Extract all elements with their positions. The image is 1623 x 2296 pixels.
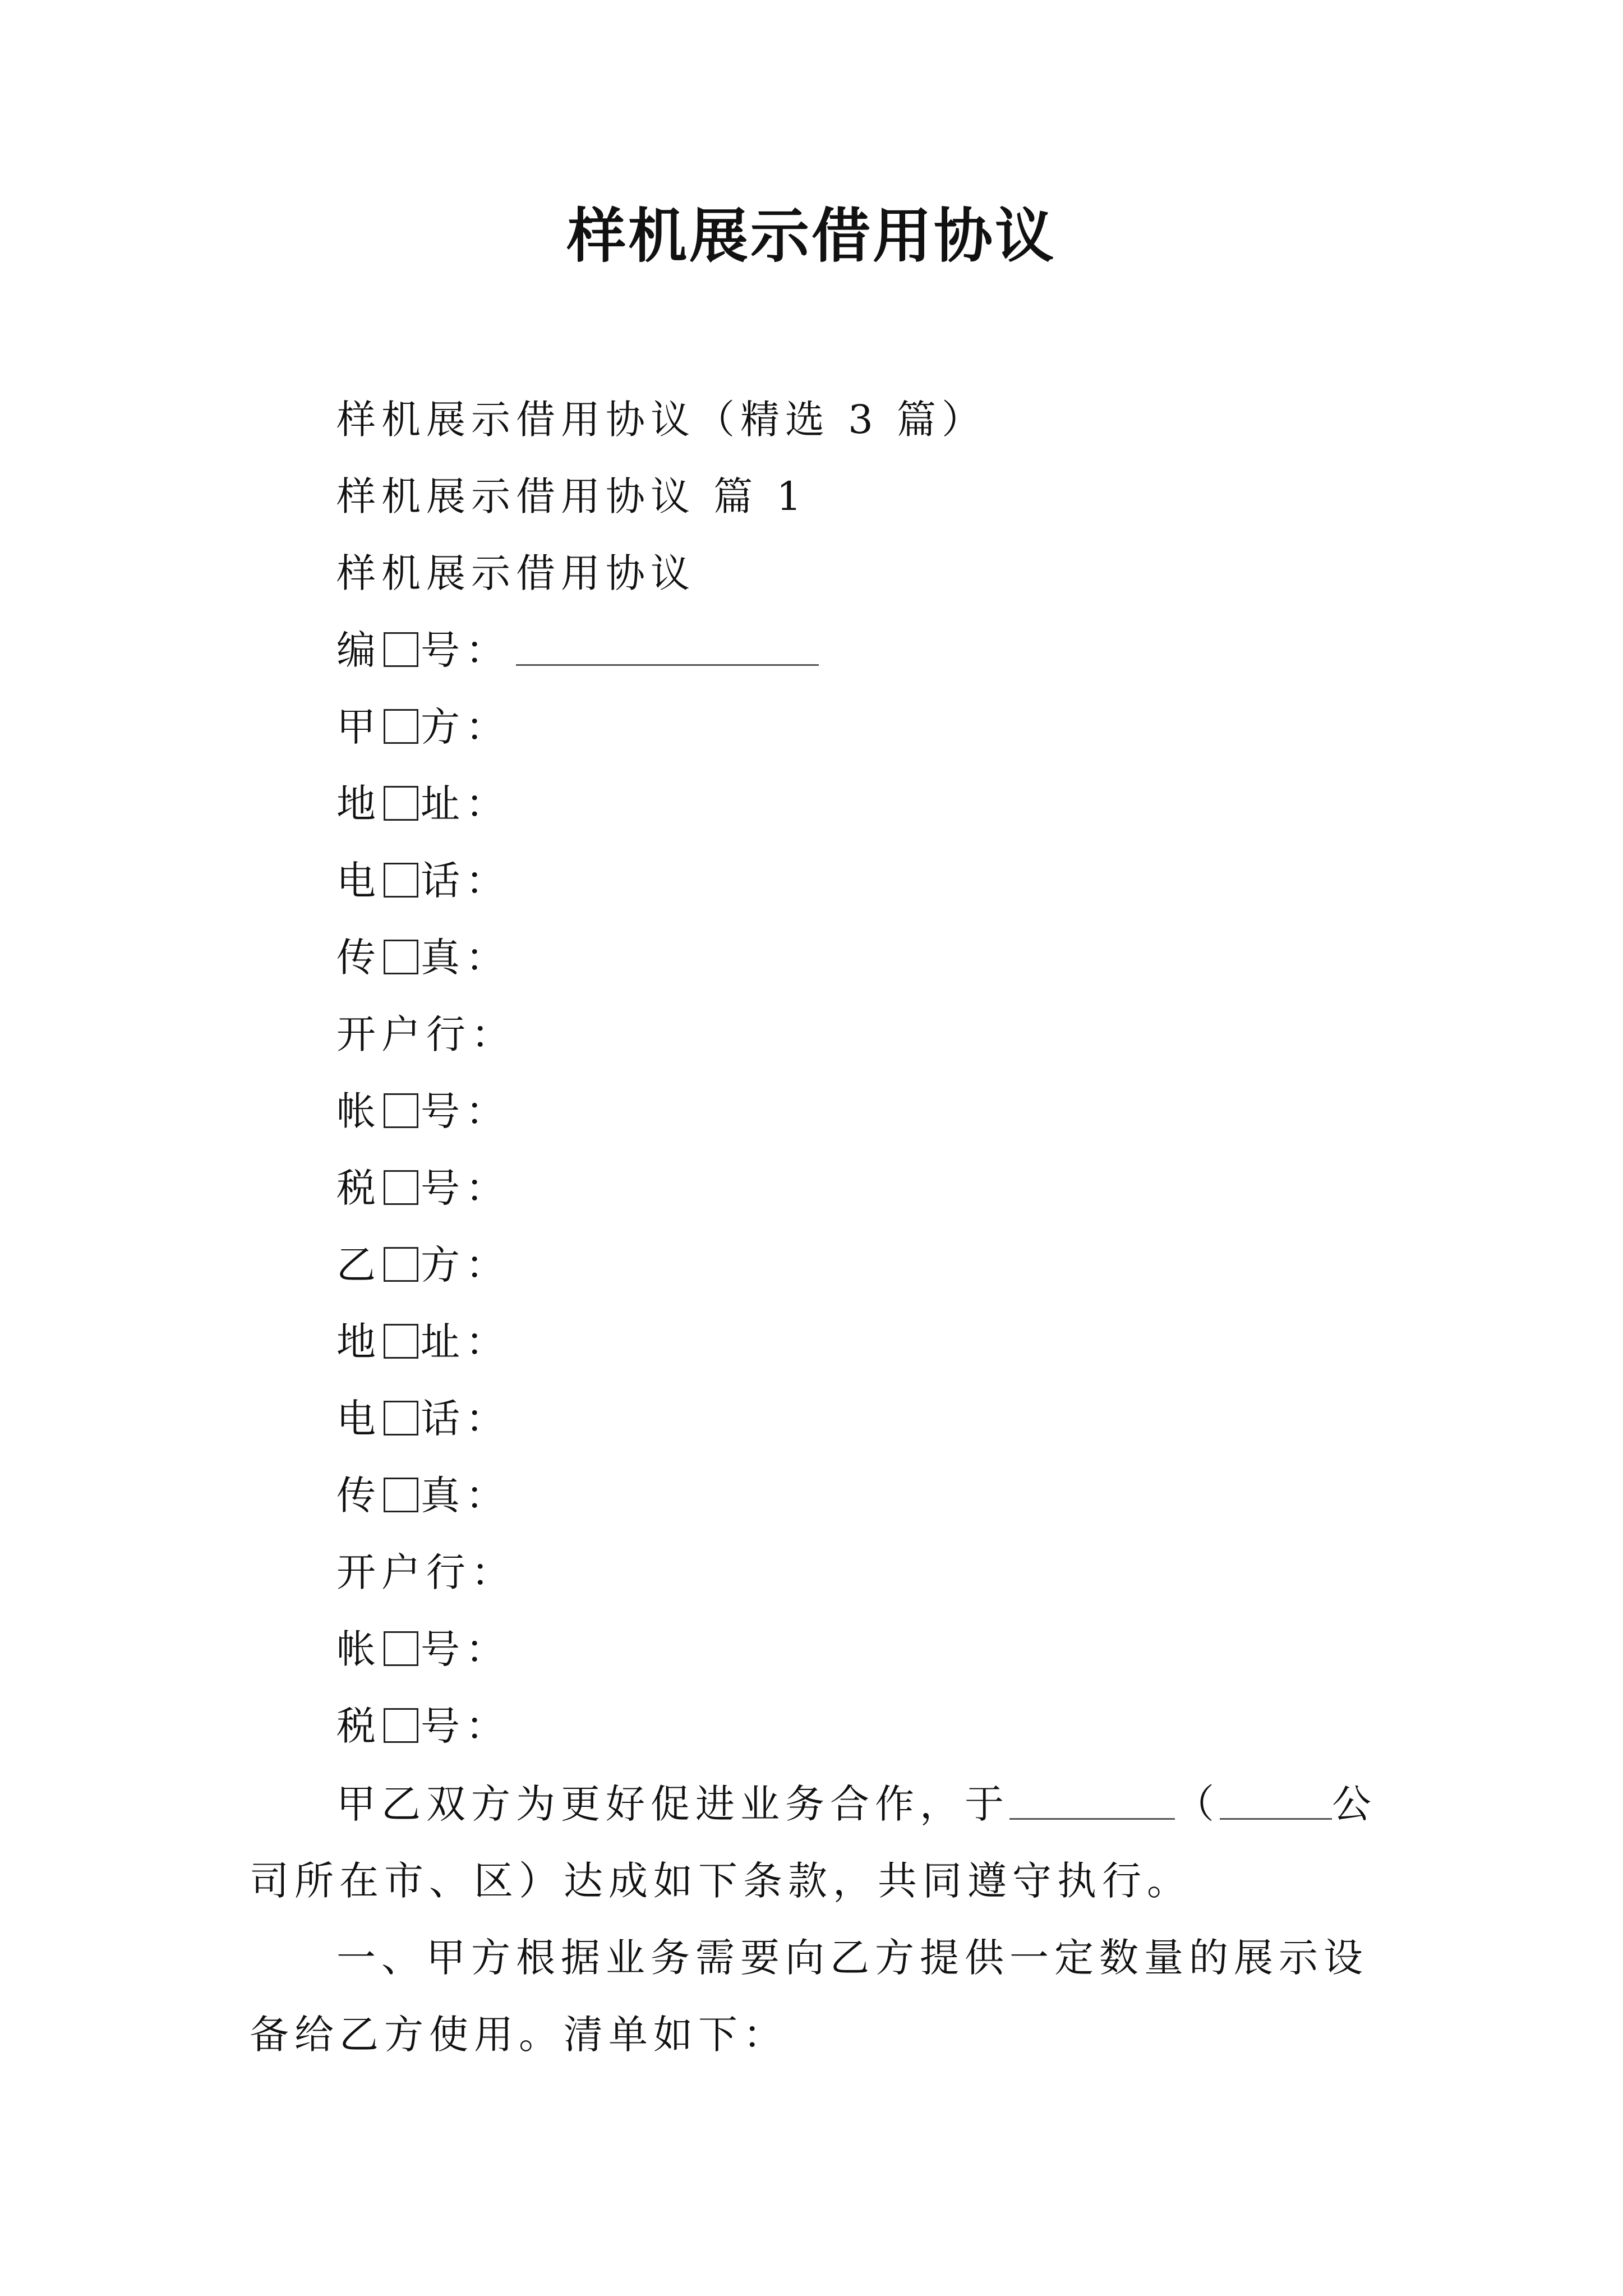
field-label-char: 甲 [336, 704, 381, 750]
field-party-a-phone [336, 843, 1402, 919]
placeholder-box-icon [384, 1401, 418, 1435]
field-label-char: 话： [421, 1396, 510, 1442]
field-label-char: 税 [336, 1703, 381, 1749]
field-label-char: 传 [336, 935, 381, 981]
field-party-b-account [336, 1611, 1402, 1688]
field-party-b-address [336, 1304, 1402, 1381]
placeholder-box-icon [384, 786, 418, 821]
placeholder-box-icon [384, 940, 418, 974]
field-label-char: 号： [421, 1703, 510, 1749]
placeholder-box-icon [384, 863, 418, 898]
field-party-b-tax [336, 1688, 1402, 1765]
field-label-char: 地 [336, 1319, 381, 1365]
field-label-char: 方： [421, 1242, 510, 1288]
field-label-char: 号： [421, 1165, 510, 1211]
paragraph-text: 甲乙双方为更好促进业务合作，于 [336, 1781, 1009, 1827]
field-label-char: 址： [421, 781, 510, 827]
placeholder-box-icon [384, 1631, 418, 1666]
number-blank [516, 631, 819, 666]
field-label-char: 号： [421, 627, 510, 673]
field-label-char: 方： [421, 704, 510, 750]
field-party-b-fax [336, 1457, 1402, 1534]
field-party-a-tax [336, 1150, 1402, 1227]
paragraph-text: （ [1175, 1781, 1220, 1827]
field-party-b-phone [336, 1381, 1402, 1457]
field-label-char: 号： [421, 1088, 510, 1134]
placeholder-box-icon [384, 632, 418, 667]
placeholder-box-icon [384, 1247, 418, 1282]
field-label-char: 真： [421, 935, 510, 981]
field-label-char: 乙 [336, 1242, 381, 1288]
field-party-a [336, 689, 1402, 766]
date-blank [1009, 1784, 1175, 1820]
placeholder-box-icon [384, 709, 418, 744]
field-party-b-bank: 开户行： [336, 1549, 516, 1595]
placeholder-box-icon [384, 1170, 418, 1205]
section-title: 样机展示借用协议 [336, 550, 695, 596]
field-label-char: 帐 [336, 1626, 381, 1672]
field-label-char: 真： [421, 1473, 510, 1519]
field-party-a-account [336, 1073, 1402, 1150]
field-label-char: 话： [421, 858, 510, 904]
placeholder-box-icon [384, 1478, 418, 1512]
field-number [336, 612, 1402, 689]
field-party-a-fax [336, 919, 1402, 996]
placeholder-box-icon [384, 1708, 418, 1743]
location-blank [1220, 1784, 1332, 1820]
field-label-char: 编 [336, 627, 381, 673]
field-label-char: 税 [336, 1165, 381, 1211]
placeholder-box-icon [384, 1093, 418, 1128]
body-paragraph-1 [250, 1766, 1380, 1920]
placeholder-box-icon [384, 1324, 418, 1359]
document-lines [336, 381, 1402, 1765]
field-label-char: 传 [336, 1473, 381, 1519]
subtitle: 样机展示借用协议（精选 3 篇） [336, 397, 987, 443]
field-label-char: 址： [421, 1319, 510, 1365]
field-label-char: 号： [421, 1626, 510, 1672]
field-party-a-address [336, 766, 1402, 843]
field-party-a-bank: 开户行： [336, 1011, 516, 1057]
document-title: 样机展示借用协议 [566, 201, 1056, 270]
field-label-char: 电 [336, 1396, 381, 1442]
field-label-char: 电 [336, 858, 381, 904]
field-party-b [336, 1227, 1402, 1304]
body-paragraph-2: 一、甲方根据业务需要向乙方提供一定数量的展示设备给乙方使用。清单如下： [250, 1935, 1368, 2058]
paragraph-text: 公司所在市、区）达成如下条款，共同遵守执行。 [250, 1781, 1377, 1904]
field-label-char: 地 [336, 781, 381, 827]
section-heading: 样机展示借用协议 篇 1 [336, 473, 808, 519]
field-label-char: 帐 [336, 1088, 381, 1134]
